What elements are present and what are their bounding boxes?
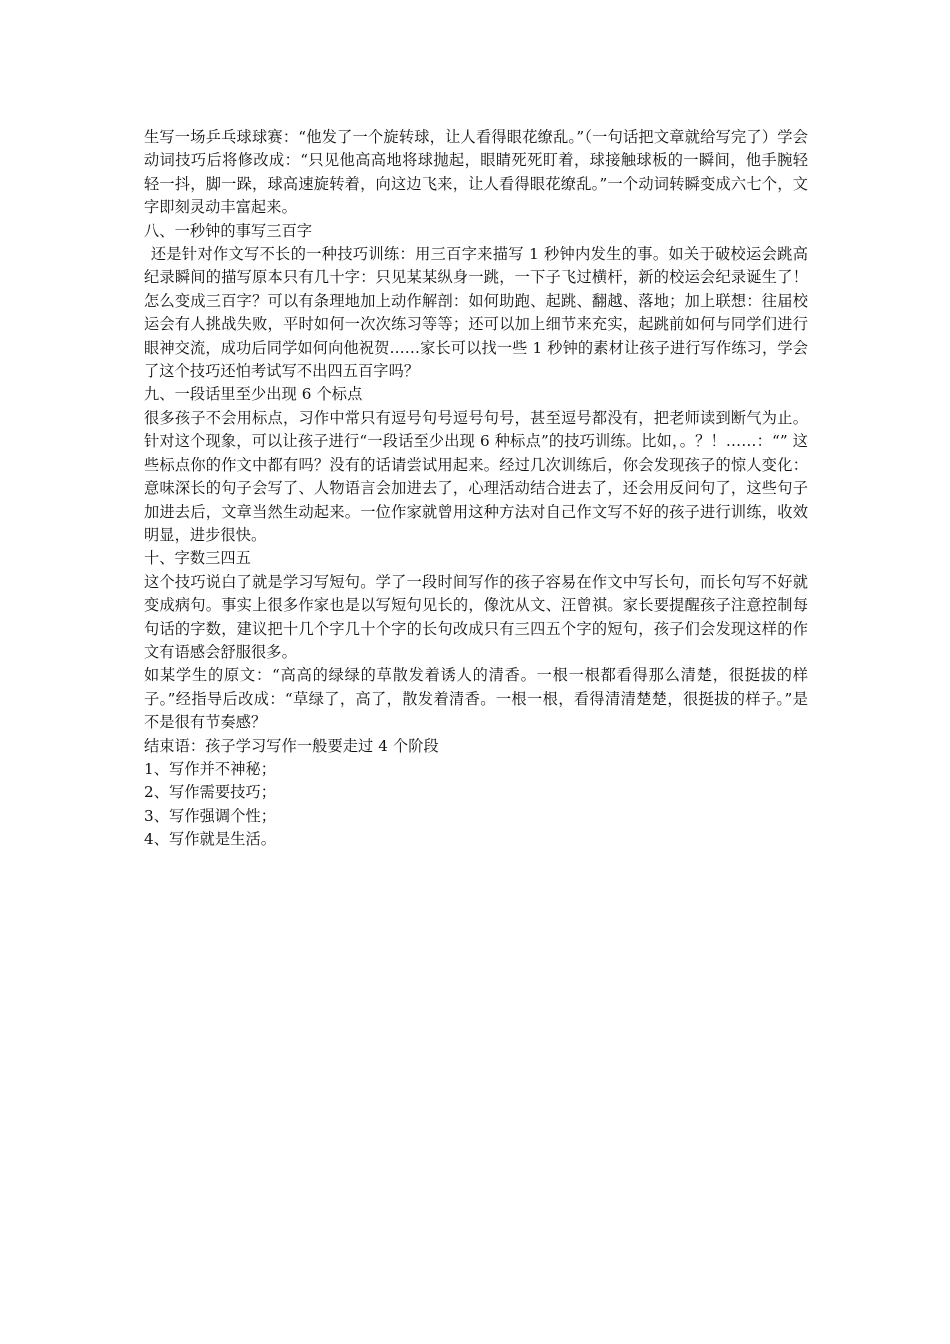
stage-list-item-1: 1、写作并不神秘； — [144, 759, 277, 778]
conclusion-heading: 结束语：孩子学习写作一般要走过 4 个阶段 — [144, 736, 439, 755]
section-heading-10: 十、字数三四五 — [144, 549, 252, 568]
paragraph-one-second: 还是针对作文写不长的一种技巧训练：用三百字来描写 1 秒钟内发生的事。如关于破校运会跳高纪录瞬间的描写原本只有几十字：只见某某纵身一跳，一下子飞过横杆，新的校运会纪录诞生了！怎么变成三百字？可以有条理地加上动作解剖：如何助跑、起跳、翻越、落地；加上联想：往届校运会有人挑战失败，平时如何一次次练习等等；还可以加上细节来充实，起跳前如何与同学们进行眼神交流，成功后同学如何向他祝贺……家长可以找一些 1 秒钟的素材让孩子进行写作练习，学会了这个技巧还怕考试写不出四五百字吗？ — [144, 245, 808, 381]
stage-list-item-2: 2、写作需要技巧； — [144, 783, 277, 802]
paragraph-short-sentences: 这个技巧说白了就是学习写短句。学了一段时间写作的孩子容易在作文中写长句，而长句写不好就变成病句。事实上很多作家也是以写短句见长的，像沈从文、汪曾祺。家长要提醒孩子注意控制每句话的字数，建议把十几个字几十个字的长句改成只有三四五个字的短句，孩子们会发现这样的作文有语感会舒服很多。 — [144, 572, 808, 661]
paragraph-verb-technique: 生写一场乒乓球球赛：“他发了一个旋转球，让人看得眼花缭乱。”（一句话把文章就给写完了）学会动词技巧后将修改成：“只见他高高地将球抛起，眼睛死死盯着，球接触球板的一瞬间，他手腕轻轻一抖，脚一跺，球高速旋转着，向这边飞来，让人看得眼花缭乱。”一个动词转瞬变成六七个，文字即刻灵动丰富起来。 — [144, 128, 808, 217]
section-heading-8: 八、一秒钟的事写三百字 — [144, 221, 313, 240]
document-body — [144, 126, 808, 852]
paragraph-example: 如某学生的原文：“高高的绿绿的草散发着诱人的清香。一根一根都看得那么清楚，很挺拔的样子。”经指导后改成：“草绿了，高了，散发着清香。一根一根，看得清清楚楚，很挺拔的样子。”是不是很有节奏感？ — [144, 666, 808, 732]
section-heading-9: 九、一段话里至少出现 6 个标点 — [144, 385, 363, 404]
stage-list-item-4: 4、写作就是生活。 — [144, 830, 277, 849]
paragraph-punctuation: 很多孩子不会用标点，习作中常只有逗号句号逗号句号，甚至逗号都没有，把老师读到断气为止。针对这个现象，可以让孩子进行“一段话至少出现 6 种标点”的技巧训练。比如，。？！……：“” 这些标点你的作文中都有吗？没有的话请尝试用起来。经过几次训练后，你会发现孩子的惊人变化：意味深长的句子会写了、人物语言会加进去了，心理活动结合进去了，还会用反问句了，这些句子加进去后，文章当然生动起来。一位作家就曾用这种方法对自己作文写不好的孩子进行训练，收效明显，进步很快。 — [144, 408, 808, 544]
stage-list-item-3: 3、写作强调个性； — [144, 806, 277, 825]
